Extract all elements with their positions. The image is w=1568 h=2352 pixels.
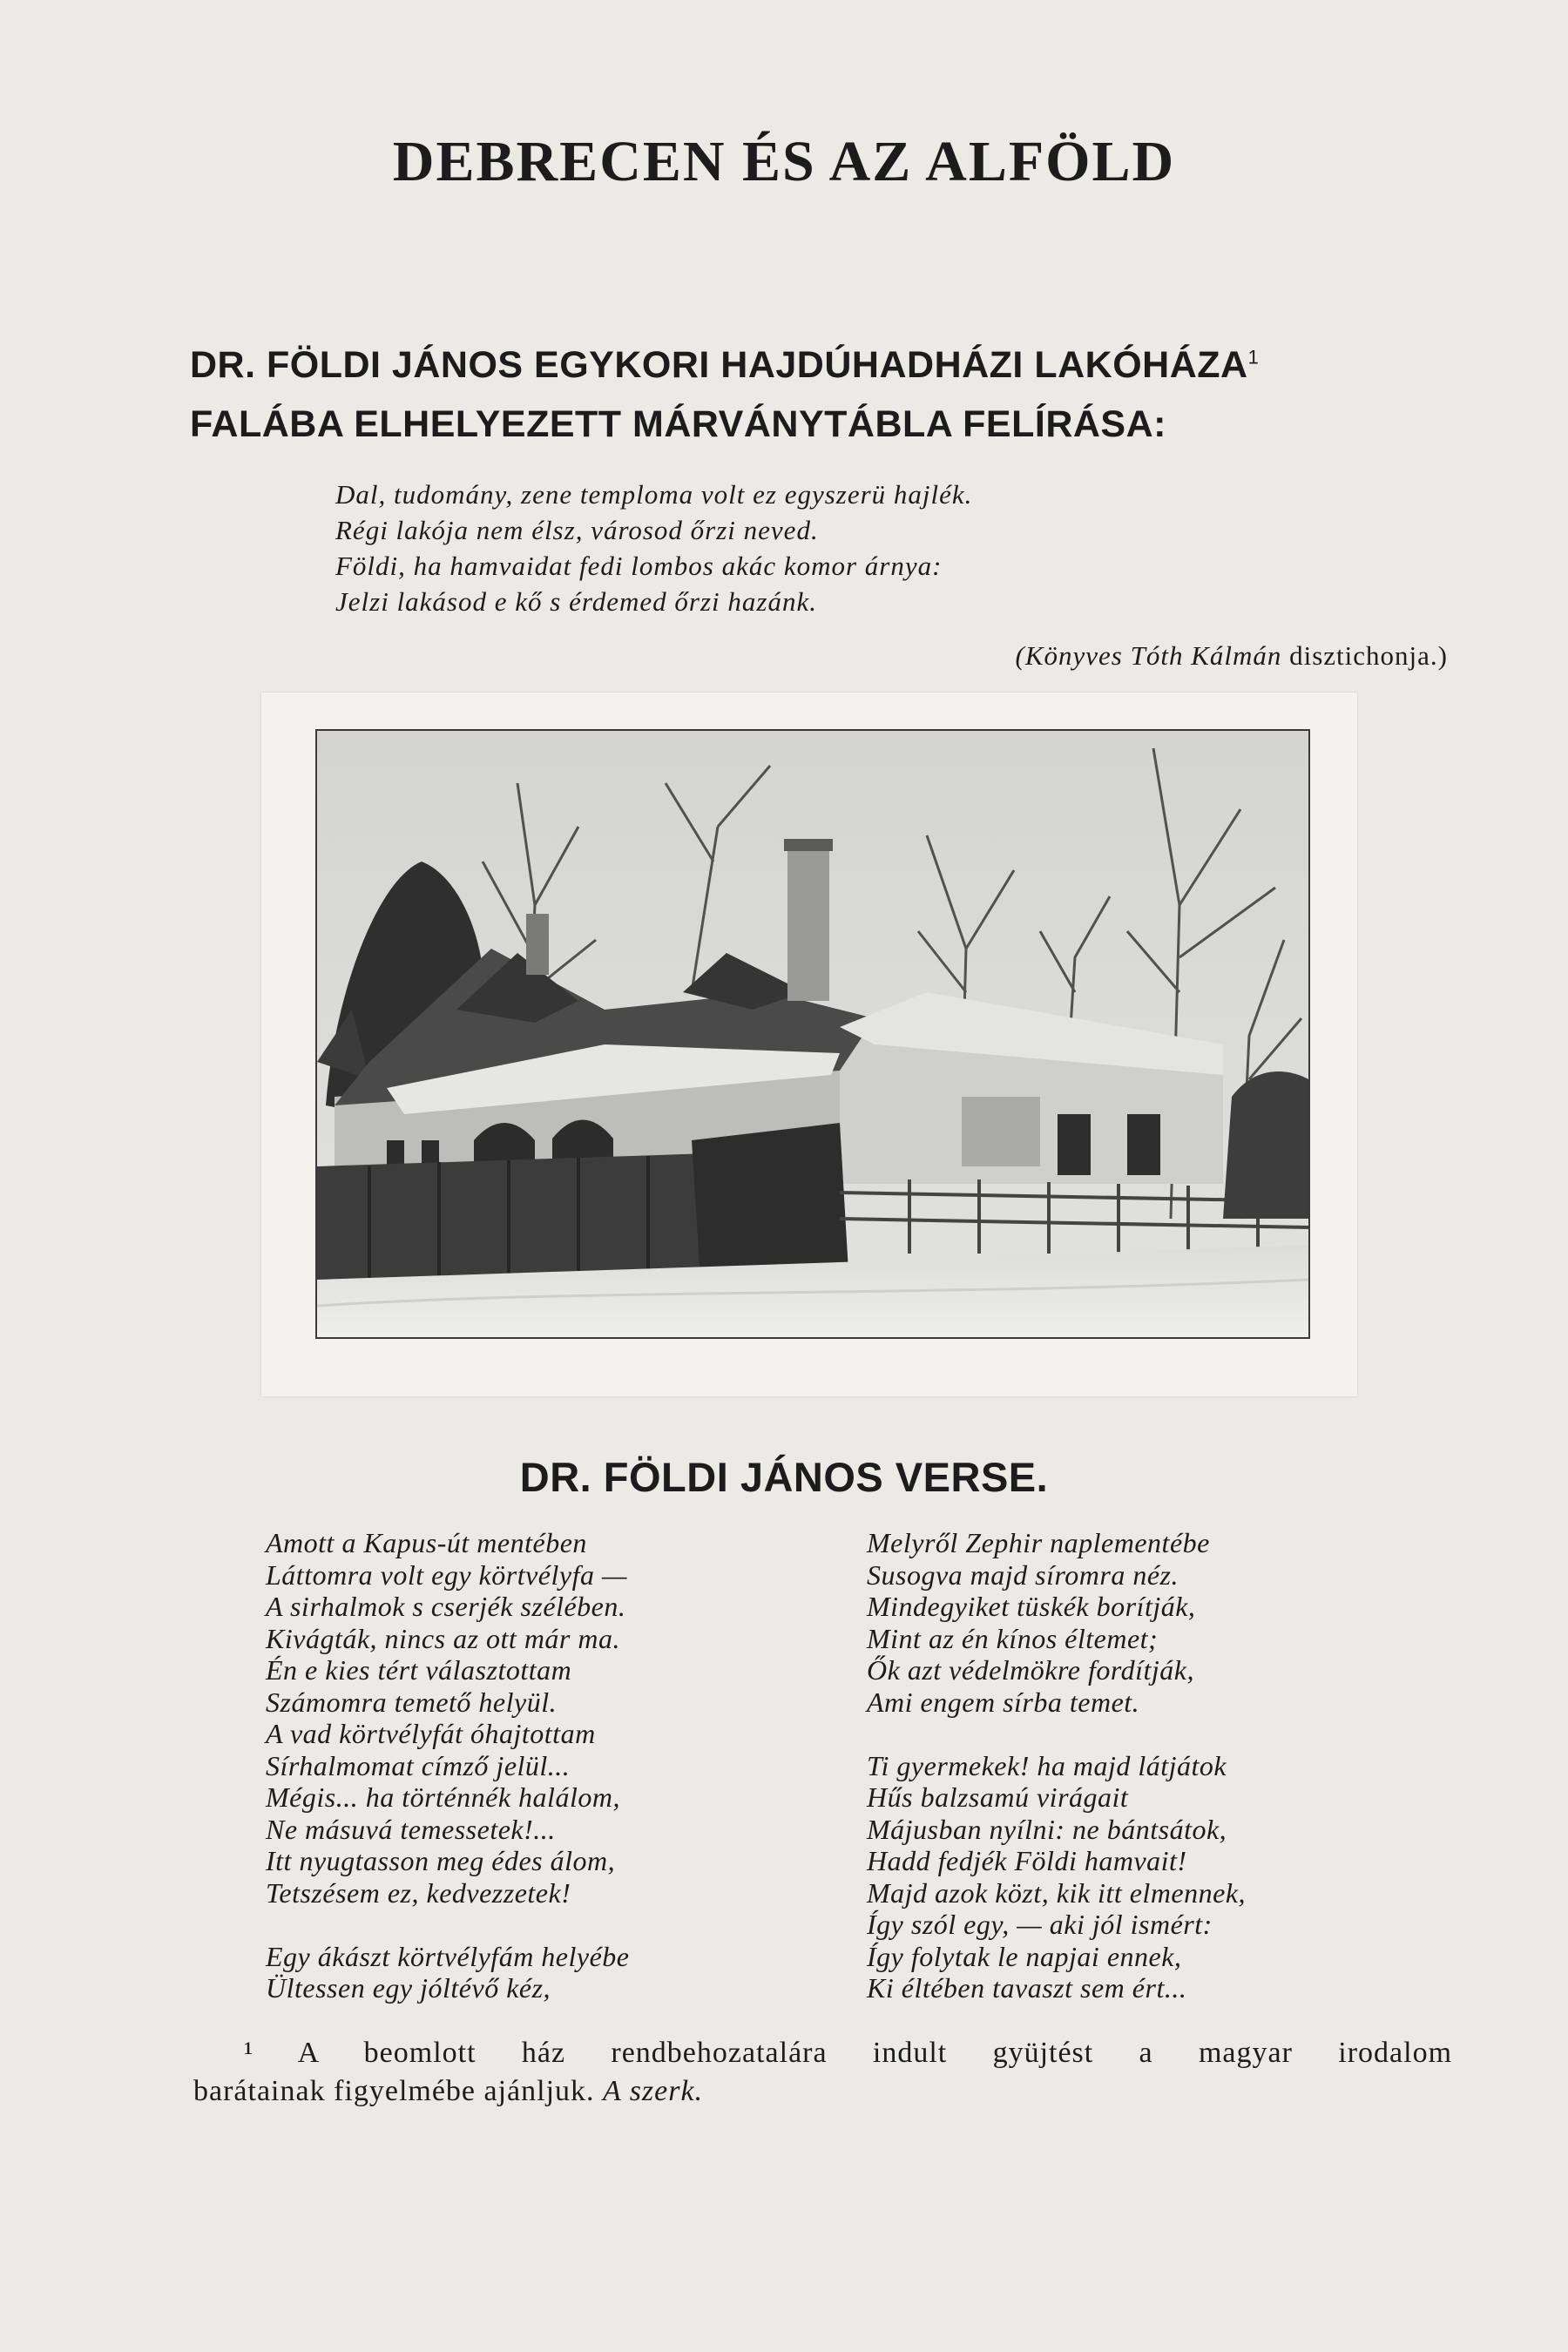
attribution-author: (Könyves Tóth Kálmán: [1015, 640, 1282, 671]
verse-line: A sirhalmok s cserjék szélében.: [266, 1591, 626, 1622]
house-photo: [315, 729, 1310, 1339]
footnote-line-1-text: A beomlott ház rendbehozatalára indult gyüjtést a magyar irodalom: [297, 2037, 1453, 2069]
stanza-gap: [867, 1718, 1246, 1750]
footnote: [193, 2034, 1452, 2111]
subheading-line-1-text: DR. FÖLDI JÁNOS EGYKORI HAJDÚHADHÁZI LAKÓHÁZA: [190, 344, 1248, 386]
verse-line: Mégis... ha történnék halálom,: [266, 1781, 620, 1813]
verse-line: Itt nyugtasson meg édes álom,: [266, 1845, 616, 1876]
verse-line: Ők azt védelmökre fordítják,: [867, 1654, 1194, 1686]
verse-line: Melyről Zephir naplementébe: [867, 1527, 1210, 1558]
footnote-line-1: [193, 2034, 1452, 2072]
verse-line: Egy ákászt körtvélyfám helyébe: [266, 1940, 630, 1972]
verse-line: Hadd fedjék Földi hamvait!: [867, 1845, 1187, 1876]
distich-line: Régi lakója nem élsz, városod őrzi neved.: [335, 515, 819, 545]
subheading-line-1: [190, 344, 1259, 387]
inscription-distich: [335, 476, 972, 619]
stanza-gap: [266, 1909, 630, 1941]
page-title: DEBRECEN ÉS AZ ALFÖLD: [392, 130, 1176, 193]
verse-line: Kivágták, nincs az ott már ma.: [266, 1622, 620, 1654]
verse-line: Így szól egy, — aki jól ismért:: [867, 1909, 1213, 1940]
attribution-suffix: disztichonja.): [1289, 640, 1448, 671]
verse-line: Mint az én kínos éltemet;: [867, 1622, 1159, 1654]
verse-line: Amott a Kapus-út mentében: [266, 1527, 587, 1558]
verse-line: Számomra temető helyül.: [266, 1686, 558, 1718]
verse-line: Hűs balzsamú virágait: [867, 1781, 1129, 1813]
verse-line: Ti gyermekek! ha majd látjátok: [867, 1749, 1227, 1781]
verse-line: Ültessen egy jóltévő kéz,: [266, 1972, 551, 2004]
verse-line: Tetszésem ez, kedvezzetek!: [266, 1876, 571, 1909]
verse-line: Ne másuvá temessetek!...: [266, 1813, 556, 1845]
verse-line: Májusban nyílni: ne bántsátok,: [867, 1813, 1227, 1845]
verse-line: Így folytak le napjai ennek,: [867, 1940, 1182, 1972]
verse-line: Majd azok közt, kik itt elmennek,: [867, 1876, 1247, 1909]
footnote-marker: ¹: [244, 2037, 254, 2069]
verse-line: A vad körtvélyfát óhajtottam: [266, 1718, 596, 1749]
editor-signature: A szerk.: [603, 2075, 704, 2107]
footnote-line-2-text: barátainak figyelmébe ajánljuk.: [193, 2075, 595, 2107]
verse-line: Ki éltében tavaszt sem ért...: [867, 1972, 1187, 2004]
subheading-line-2: FALÁBA ELHELYEZETT MÁRVÁNYTÁBLA FELÍRÁSA:: [190, 403, 1166, 445]
distich-line: Dal, tudomány, zene temploma volt ez egyszerü hajlék.: [335, 479, 973, 510]
distich-attribution: [1016, 640, 1449, 672]
verse-line: Láttomra volt egy körtvélyfa —: [266, 1558, 627, 1591]
verse-line: Susogva majd síromra néz.: [867, 1558, 1179, 1591]
verse-column-left: [266, 1527, 630, 2004]
distich-line: Jelzi lakásod e kő s érdemed őrzi hazánk.: [335, 586, 817, 617]
house-photo-image: [317, 731, 1308, 1337]
distich-line: Földi, ha hamvaidat fedi lombos akác komor árnya:: [335, 551, 943, 581]
footnote-reference: 1: [1247, 346, 1260, 368]
verse-title: DR. FÖLDI JÁNOS VERSE.: [519, 1454, 1049, 1500]
verse-line: Ami engem sírba temet.: [867, 1686, 1140, 1718]
verse-column-right: [867, 1527, 1246, 2004]
verse-line: Mindegyiket tüskék borítják,: [867, 1591, 1196, 1622]
photo-mount: [261, 693, 1357, 1396]
verse-line: Én e kies tért választottam: [266, 1654, 572, 1686]
verse-line: Sírhalmomat címző jelül...: [266, 1749, 571, 1781]
footnote-line-2: [193, 2072, 1452, 2111]
